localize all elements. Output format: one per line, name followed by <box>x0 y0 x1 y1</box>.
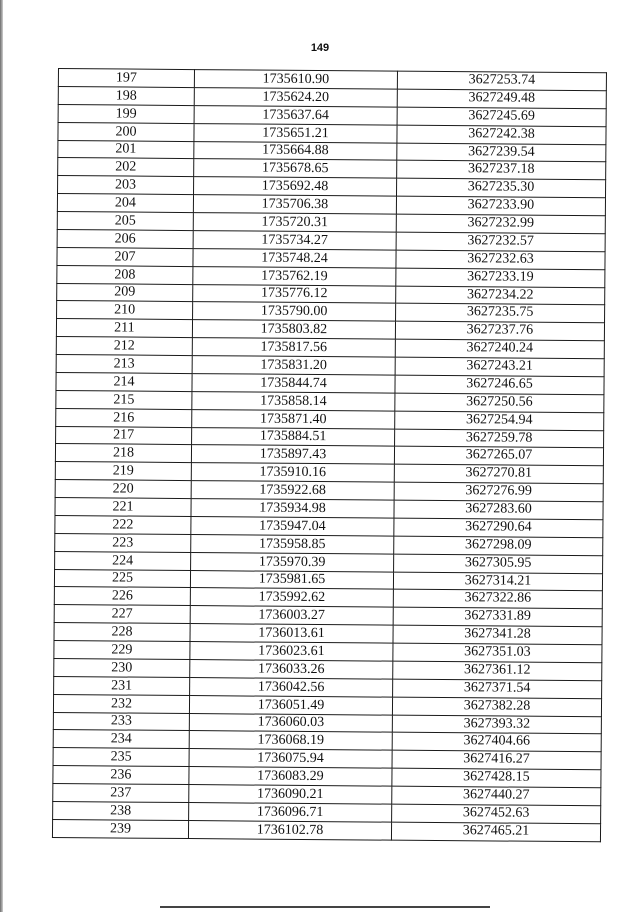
x-coordinate-cell: 1736068.19 <box>189 731 392 750</box>
y-coordinate-cell: 3627331.89 <box>393 607 602 627</box>
point-number-cell: 239 <box>52 819 188 838</box>
point-number-cell: 229 <box>54 640 190 659</box>
x-coordinate-cell: 1735981.65 <box>190 570 393 589</box>
page-number: 149 <box>310 42 330 54</box>
x-coordinate-cell: 1736042.56 <box>190 677 393 696</box>
point-number-cell: 202 <box>58 158 194 177</box>
point-number-cell: 235 <box>53 748 189 767</box>
y-coordinate-cell: 3627393.32 <box>392 715 601 735</box>
x-coordinate-cell: 1735692.48 <box>194 177 397 196</box>
y-coordinate-cell: 3627265.07 <box>394 447 603 467</box>
x-coordinate-cell: 1736060.03 <box>189 713 392 732</box>
x-coordinate-cell: 1735884.51 <box>192 427 395 446</box>
point-number-cell: 209 <box>57 283 193 302</box>
point-number-cell: 230 <box>54 658 190 677</box>
point-number-cell: 223 <box>55 533 191 552</box>
point-number-cell: 203 <box>58 176 194 195</box>
y-coordinate-cell: 3627242.38 <box>397 125 606 145</box>
x-coordinate-cell: 1735958.85 <box>191 534 394 553</box>
point-number-cell: 208 <box>57 265 193 284</box>
x-coordinate-cell: 1735934.98 <box>191 499 394 518</box>
x-coordinate-cell: 1735803.82 <box>192 320 395 339</box>
x-coordinate-cell: 1735831.20 <box>192 356 395 375</box>
x-coordinate-cell: 1735664.88 <box>194 141 397 160</box>
y-coordinate-cell: 3627341.28 <box>393 625 602 645</box>
point-number-cell: 231 <box>54 676 190 695</box>
point-number-cell: 227 <box>54 605 190 624</box>
x-coordinate-cell: 1735844.74 <box>192 373 395 392</box>
point-number-cell: 222 <box>55 515 191 534</box>
y-coordinate-cell: 3627243.21 <box>395 357 604 377</box>
x-coordinate-cell: 1735858.14 <box>192 391 395 410</box>
x-coordinate-cell: 1735776.12 <box>193 284 396 303</box>
point-number-cell: 210 <box>57 301 193 320</box>
x-coordinate-cell: 1736083.29 <box>189 767 392 786</box>
point-number-cell: 200 <box>58 122 194 141</box>
y-coordinate-cell: 3627234.22 <box>396 286 605 306</box>
x-coordinate-cell: 1735651.21 <box>194 123 397 142</box>
y-coordinate-cell: 3627240.24 <box>395 339 604 359</box>
point-number-cell: 215 <box>56 390 192 409</box>
point-number-cell: 211 <box>56 319 192 338</box>
x-coordinate-cell: 1735720.31 <box>193 213 396 232</box>
point-number-cell: 218 <box>55 444 191 463</box>
scan-left-edge <box>0 0 3 912</box>
coordinates-table-body <box>52 69 606 842</box>
x-coordinate-cell: 1735790.00 <box>193 302 396 321</box>
point-number-cell: 237 <box>53 783 189 802</box>
y-coordinate-cell: 3627245.69 <box>397 107 606 127</box>
point-number-cell: 206 <box>57 229 193 248</box>
point-number-cell: 197 <box>58 69 194 88</box>
point-number-cell: 233 <box>53 712 189 731</box>
x-coordinate-cell: 1735992.62 <box>190 588 393 607</box>
x-coordinate-cell: 1735922.68 <box>191 481 394 500</box>
y-coordinate-cell: 3627259.78 <box>395 429 604 449</box>
point-number-cell: 226 <box>54 587 190 606</box>
point-number-cell: 221 <box>55 497 191 516</box>
point-number-cell: 213 <box>56 354 192 373</box>
point-number-cell: 207 <box>57 247 193 266</box>
y-coordinate-cell: 3627233.90 <box>396 196 605 216</box>
x-coordinate-cell: 1736102.78 <box>188 820 391 840</box>
point-number-cell: 234 <box>53 730 189 749</box>
point-number-cell: 216 <box>56 408 192 427</box>
y-coordinate-cell: 3627314.21 <box>393 572 602 592</box>
point-number-cell: 225 <box>54 569 190 588</box>
y-coordinate-cell: 3627361.12 <box>393 661 602 681</box>
y-coordinate-cell: 3627237.18 <box>397 161 606 181</box>
point-number-cell: 199 <box>58 104 194 123</box>
y-coordinate-cell: 3627237.76 <box>395 321 604 341</box>
coordinates-table-wrapper <box>52 68 606 842</box>
point-number-cell: 219 <box>55 462 191 481</box>
point-number-cell: 228 <box>54 623 190 642</box>
x-coordinate-cell: 1736096.71 <box>189 802 392 821</box>
y-coordinate-cell: 3627371.54 <box>393 679 602 699</box>
y-coordinate-cell: 3627298.09 <box>394 536 603 556</box>
y-coordinate-cell: 3627233.19 <box>396 268 605 288</box>
y-coordinate-cell: 3627235.30 <box>397 178 606 198</box>
x-coordinate-cell: 1735748.24 <box>193 248 396 267</box>
point-number-cell: 204 <box>57 194 193 213</box>
y-coordinate-cell: 3627235.75 <box>396 304 605 324</box>
y-coordinate-cell: 3627270.81 <box>394 464 603 484</box>
y-coordinate-cell: 3627254.94 <box>395 411 604 431</box>
point-number-cell: 220 <box>55 480 191 499</box>
table-row <box>52 819 600 842</box>
point-number-cell: 232 <box>53 694 189 713</box>
point-number-cell: 238 <box>53 801 189 820</box>
y-coordinate-cell: 3627428.15 <box>392 768 601 788</box>
scan-bottom-line <box>160 906 490 908</box>
y-coordinate-cell: 3627232.99 <box>396 214 605 234</box>
point-number-cell: 236 <box>53 766 189 785</box>
x-coordinate-cell: 1735762.19 <box>193 266 396 285</box>
y-coordinate-cell: 3627290.64 <box>394 518 603 538</box>
y-coordinate-cell: 3627465.21 <box>391 822 600 842</box>
x-coordinate-cell: 1735970.39 <box>191 552 394 571</box>
point-number-cell: 217 <box>56 426 192 445</box>
y-coordinate-cell: 3627239.54 <box>397 143 606 163</box>
y-coordinate-cell: 3627382.28 <box>392 697 601 717</box>
y-coordinate-cell: 3627322.86 <box>393 590 602 610</box>
y-coordinate-cell: 3627249.48 <box>397 89 606 109</box>
x-coordinate-cell: 1736051.49 <box>189 695 392 714</box>
point-number-cell: 214 <box>56 372 192 391</box>
x-coordinate-cell: 1735734.27 <box>193 230 396 249</box>
y-coordinate-cell: 3627232.63 <box>396 250 605 270</box>
x-coordinate-cell: 1735624.20 <box>194 87 397 106</box>
point-number-cell: 224 <box>55 551 191 570</box>
x-coordinate-cell: 1736003.27 <box>190 606 393 625</box>
y-coordinate-cell: 3627452.63 <box>392 804 601 824</box>
point-number-cell: 205 <box>57 211 193 230</box>
x-coordinate-cell: 1735817.56 <box>192 338 395 357</box>
y-coordinate-cell: 3627283.60 <box>394 500 603 520</box>
x-coordinate-cell: 1736013.61 <box>190 624 393 643</box>
y-coordinate-cell: 3627250.56 <box>395 393 604 413</box>
y-coordinate-cell: 3627351.03 <box>393 643 602 663</box>
x-coordinate-cell: 1735637.64 <box>194 105 397 124</box>
x-coordinate-cell: 1736023.61 <box>190 642 393 661</box>
x-coordinate-cell: 1736033.26 <box>190 659 393 678</box>
y-coordinate-cell: 3627276.99 <box>394 482 603 502</box>
y-coordinate-cell: 3627416.27 <box>392 750 601 770</box>
x-coordinate-cell: 1735871.40 <box>192 409 395 428</box>
point-number-cell: 201 <box>58 140 194 159</box>
coordinates-table <box>52 68 607 842</box>
y-coordinate-cell: 3627440.27 <box>392 786 601 806</box>
y-coordinate-cell: 3627305.95 <box>394 554 603 574</box>
y-coordinate-cell: 3627404.66 <box>392 733 601 753</box>
x-coordinate-cell: 1736090.21 <box>189 785 392 804</box>
x-coordinate-cell: 1735610.90 <box>194 70 397 89</box>
x-coordinate-cell: 1736075.94 <box>189 749 392 768</box>
y-coordinate-cell: 3627232.57 <box>396 232 605 252</box>
x-coordinate-cell: 1735910.16 <box>191 463 394 482</box>
x-coordinate-cell: 1735678.65 <box>194 159 397 178</box>
x-coordinate-cell: 1735897.43 <box>191 445 394 464</box>
y-coordinate-cell: 3627246.65 <box>395 375 604 395</box>
y-coordinate-cell: 3627253.74 <box>397 71 606 91</box>
point-number-cell: 212 <box>56 337 192 356</box>
x-coordinate-cell: 1735947.04 <box>191 516 394 535</box>
point-number-cell: 198 <box>58 86 194 105</box>
x-coordinate-cell: 1735706.38 <box>193 195 396 214</box>
